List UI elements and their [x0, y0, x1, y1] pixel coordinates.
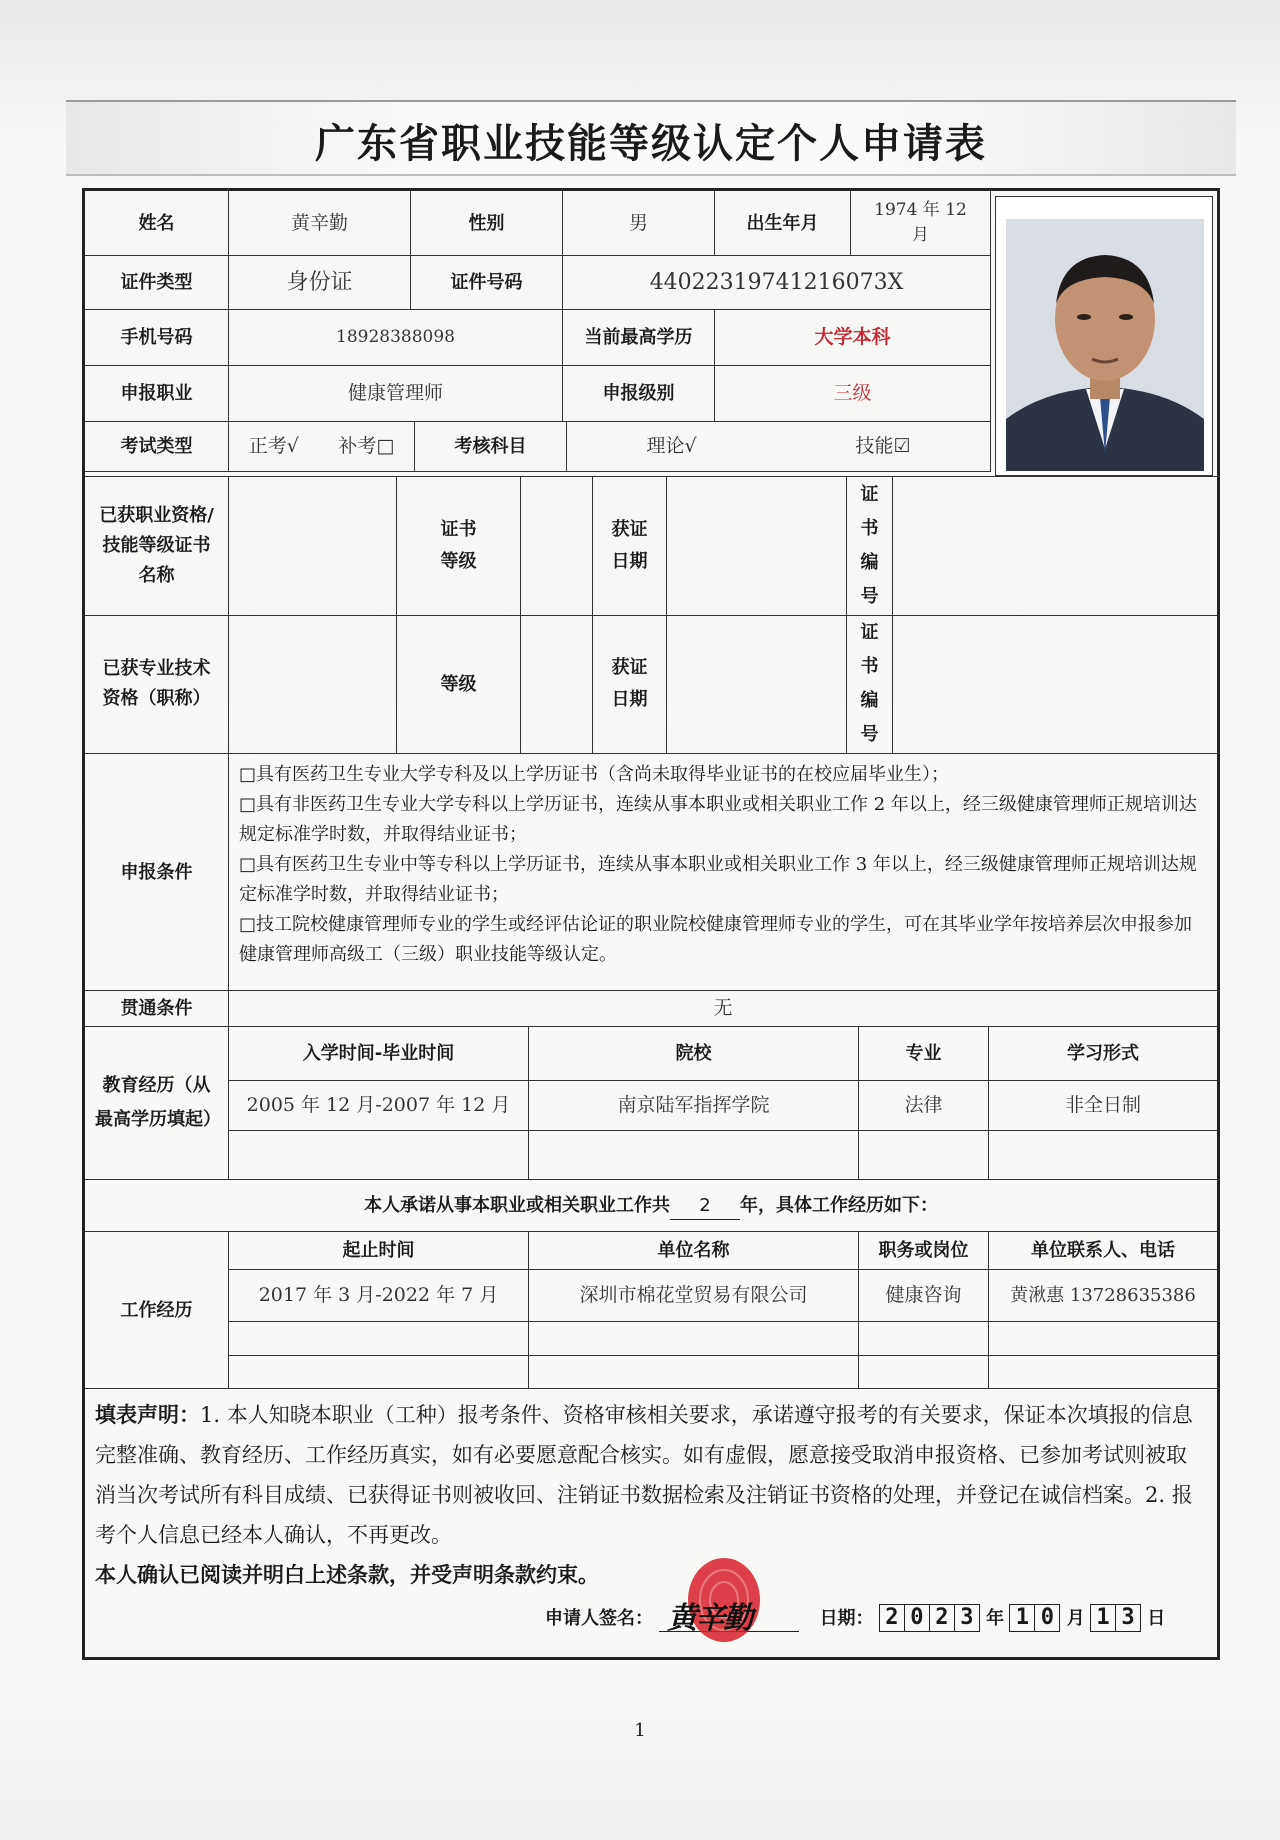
- work-table: [229, 1232, 1217, 1389]
- work-row: [229, 1356, 1217, 1389]
- condition-item-3[interactable]: □具有医药卫生专业中等专科以上学历证书，连续从事本职业或相关职业工作 3 年以上，经三级健康管理师正规培训达规定标准学时数，并取得结业证书；: [239, 854, 1197, 905]
- year-box-1: 2: [879, 1604, 905, 1632]
- work-header: [229, 1232, 1217, 1270]
- professional-number-label: 证书编号: [847, 615, 893, 754]
- education-row: [229, 1081, 1217, 1131]
- declaration-block: [95, 1395, 1207, 1595]
- education-table: [229, 1027, 1217, 1180]
- education-header: [229, 1027, 1217, 1081]
- work-row: [229, 1322, 1217, 1356]
- row-through: [85, 991, 1217, 1027]
- phone-label: 手机号码: [85, 310, 229, 366]
- row-conditions: [85, 754, 1217, 991]
- declaration-confirm: 本人确认已阅读并明白上述条款，并受声明条款约束。: [95, 1563, 599, 1587]
- subject-options: [567, 422, 991, 472]
- row-certificate: [85, 476, 1217, 616]
- id-type-value: 身份证: [229, 256, 411, 310]
- handwritten-signature: 黄辛勤: [667, 1601, 752, 1636]
- exam-type-options: [229, 422, 415, 472]
- education-major: [859, 1131, 989, 1180]
- professional-date-value: [667, 615, 847, 754]
- professional-title-label: 已获专业技术资格（职称）: [85, 615, 229, 754]
- education-period: 2005 年 12 月-2007 年 12 月: [229, 1081, 529, 1131]
- level-label: 申报级别: [563, 366, 715, 422]
- day-box-2: 3: [1115, 1604, 1141, 1632]
- work-position: [859, 1322, 989, 1356]
- work-position: [859, 1356, 989, 1389]
- work-header-company: 单位名称: [529, 1232, 859, 1270]
- regular-exam-option[interactable]: 正考√: [248, 435, 299, 458]
- professional-level-label: 等级: [397, 615, 521, 754]
- through-label: 贯通条件: [85, 991, 229, 1027]
- certificate-number-value: [893, 477, 1217, 616]
- title-band: [66, 100, 1236, 176]
- dob-value: 1974 年 12 月: [851, 191, 991, 256]
- row-professional-title: [85, 615, 1217, 754]
- education-header-mode: 学习形式: [989, 1027, 1217, 1081]
- work-company: [529, 1356, 859, 1389]
- education-label: 教育经历（从最高学历填起）: [85, 1027, 229, 1180]
- conditions-list: [229, 754, 1217, 991]
- education-period: [229, 1131, 529, 1180]
- work-company: 深圳市棉花堂贸易有限公司: [529, 1270, 859, 1322]
- gender-label: 性别: [411, 191, 563, 256]
- row-work: [85, 1232, 1217, 1389]
- skill-option[interactable]: 技能☑: [855, 435, 911, 458]
- name-value: 黄辛勤: [229, 191, 411, 256]
- id-no-value: 44022319741216073X: [563, 256, 991, 310]
- year-box-4: 3: [954, 1604, 980, 1632]
- work-period: [229, 1356, 529, 1389]
- month-box-2: 0: [1034, 1604, 1060, 1632]
- work-header-contact: 单位联系人、电话: [989, 1232, 1217, 1270]
- makeup-exam-option[interactable]: 补考□: [338, 435, 395, 458]
- row-exam-type: [85, 422, 1217, 472]
- condition-item-4[interactable]: □技工院校健康管理师专业的学生或经评估论证的职业院校健康管理师专业的学生，可在其毕业学年按培养层次申报参加健康管理师高级工（三级）职业技能等级认定。: [239, 914, 1193, 965]
- certificate-level-label: 证书等级: [397, 477, 521, 616]
- education-mode: 非全日制: [989, 1081, 1217, 1131]
- year-box-2: 0: [904, 1604, 930, 1632]
- work-period: 2017 年 3 月-2022 年 7 月: [229, 1270, 529, 1322]
- professional-title-value: [229, 615, 397, 754]
- condition-item-2[interactable]: □具有非医药卫生专业大学专科以上学历证书，连续从事本职业或相关职业工作 2 年以上，经三级健康管理师正规培训达规定标准学时数，并取得结业证书；: [239, 794, 1197, 845]
- theory-option[interactable]: 理论√: [646, 435, 697, 458]
- declaration-heading: 填表声明：: [95, 1403, 200, 1427]
- commitment-line: [85, 1180, 1217, 1232]
- row-commitment: [85, 1180, 1217, 1232]
- conditions-label: 申报条件: [85, 754, 229, 991]
- id-type-label: 证件类型: [85, 256, 229, 310]
- condition-item-1[interactable]: □具有医药卫生专业大学专科及以上学历证书（含尚未取得毕业证书的在校应届毕业生）；: [239, 764, 950, 785]
- work-contact: [989, 1322, 1217, 1356]
- professional-level-value: [521, 615, 593, 754]
- work-contact: 黄湫惠 13728635386: [989, 1270, 1217, 1322]
- work-company: [529, 1322, 859, 1356]
- certificate-date-value: [667, 477, 847, 616]
- certificate-date-label: 获证日期: [593, 477, 667, 616]
- commitment-prefix: 本人承诺从事本职业或相关职业工作共: [364, 1195, 670, 1216]
- commitment-suffix: 年，具体工作经历如下：: [740, 1195, 938, 1216]
- application-form: [82, 188, 1220, 1660]
- signature-line: [545, 1601, 1166, 1636]
- education-level-value: 大学本科: [715, 310, 991, 366]
- certificate-level-value: [521, 477, 593, 616]
- day-box-1: 1: [1090, 1604, 1116, 1632]
- work-contact: [989, 1356, 1217, 1389]
- job-value: 健康管理师: [229, 366, 563, 422]
- row-education: [85, 1027, 1217, 1180]
- work-period: [229, 1322, 529, 1356]
- month-unit: 月: [1066, 1608, 1085, 1629]
- signature-label: 申请人签名：: [545, 1608, 653, 1629]
- work-header-period: 起止时间: [229, 1232, 529, 1270]
- education-school: 南京陆军指挥学院: [529, 1081, 859, 1131]
- work-row: [229, 1270, 1217, 1322]
- row-declaration: [85, 1389, 1217, 1657]
- month-box-1: 1: [1009, 1604, 1035, 1632]
- date-label: 日期：: [819, 1608, 874, 1629]
- education-school: [529, 1131, 859, 1180]
- gender-value: 男: [563, 191, 715, 256]
- job-label: 申报职业: [85, 366, 229, 422]
- education-header-school: 院校: [529, 1027, 859, 1081]
- through-value: 无: [229, 991, 1217, 1027]
- professional-number-value: [893, 615, 1217, 754]
- form-title: 广东省职业技能等级认定个人申请表: [315, 121, 987, 167]
- education-header-major: 专业: [859, 1027, 989, 1081]
- certificate-label: 已获职业资格/技能等级证书名称: [85, 477, 229, 616]
- education-major: 法律: [859, 1081, 989, 1131]
- work-header-position: 职务或岗位: [859, 1232, 989, 1270]
- education-mode: [989, 1131, 1217, 1180]
- education-row: [229, 1131, 1217, 1180]
- year-unit: 年: [986, 1608, 1005, 1629]
- work-position: 健康咨询: [859, 1270, 989, 1322]
- commitment-years: 2: [670, 1192, 740, 1220]
- professional-date-label: 获证日期: [593, 615, 667, 754]
- page-number: 1: [634, 1720, 646, 1741]
- subject-label: 考核科目: [415, 422, 567, 472]
- dob-label: 出生年月: [715, 191, 851, 256]
- day-unit: 日: [1147, 1608, 1166, 1629]
- certificate-number-label: 证书编号: [847, 477, 893, 616]
- exam-type-label: 考试类型: [85, 422, 229, 472]
- level-value: 三级: [715, 366, 991, 422]
- year-box-3: 2: [929, 1604, 955, 1632]
- education-level-label: 当前最高学历: [563, 310, 715, 366]
- declaration-text: 1. 本人知晓本职业（工种）报考条件、资格审核相关要求，承诺遵守报考的有关要求，保证本次填报的信息完整准确、教育经历、工作经历真实，如有必要愿意配合核实。如有虚假，愿意接受取消申报资格、已参加考试则被取消当次考试所有科目成绩、已获得证书则被收回、注销证书数据检索及注销证书资格的处理，并登记在诚信档案。2. 报考个人信息已经本人确认，不再更改。: [95, 1403, 1193, 1547]
- phone-value: 18928388098: [229, 310, 563, 366]
- signature-area: [659, 1601, 799, 1636]
- name-label: 姓名: [85, 191, 229, 256]
- certificate-name-value: [229, 477, 397, 616]
- id-no-label: 证件号码: [411, 256, 563, 310]
- work-label: 工作经历: [85, 1232, 229, 1389]
- education-header-period: 入学时间-毕业时间: [229, 1027, 529, 1081]
